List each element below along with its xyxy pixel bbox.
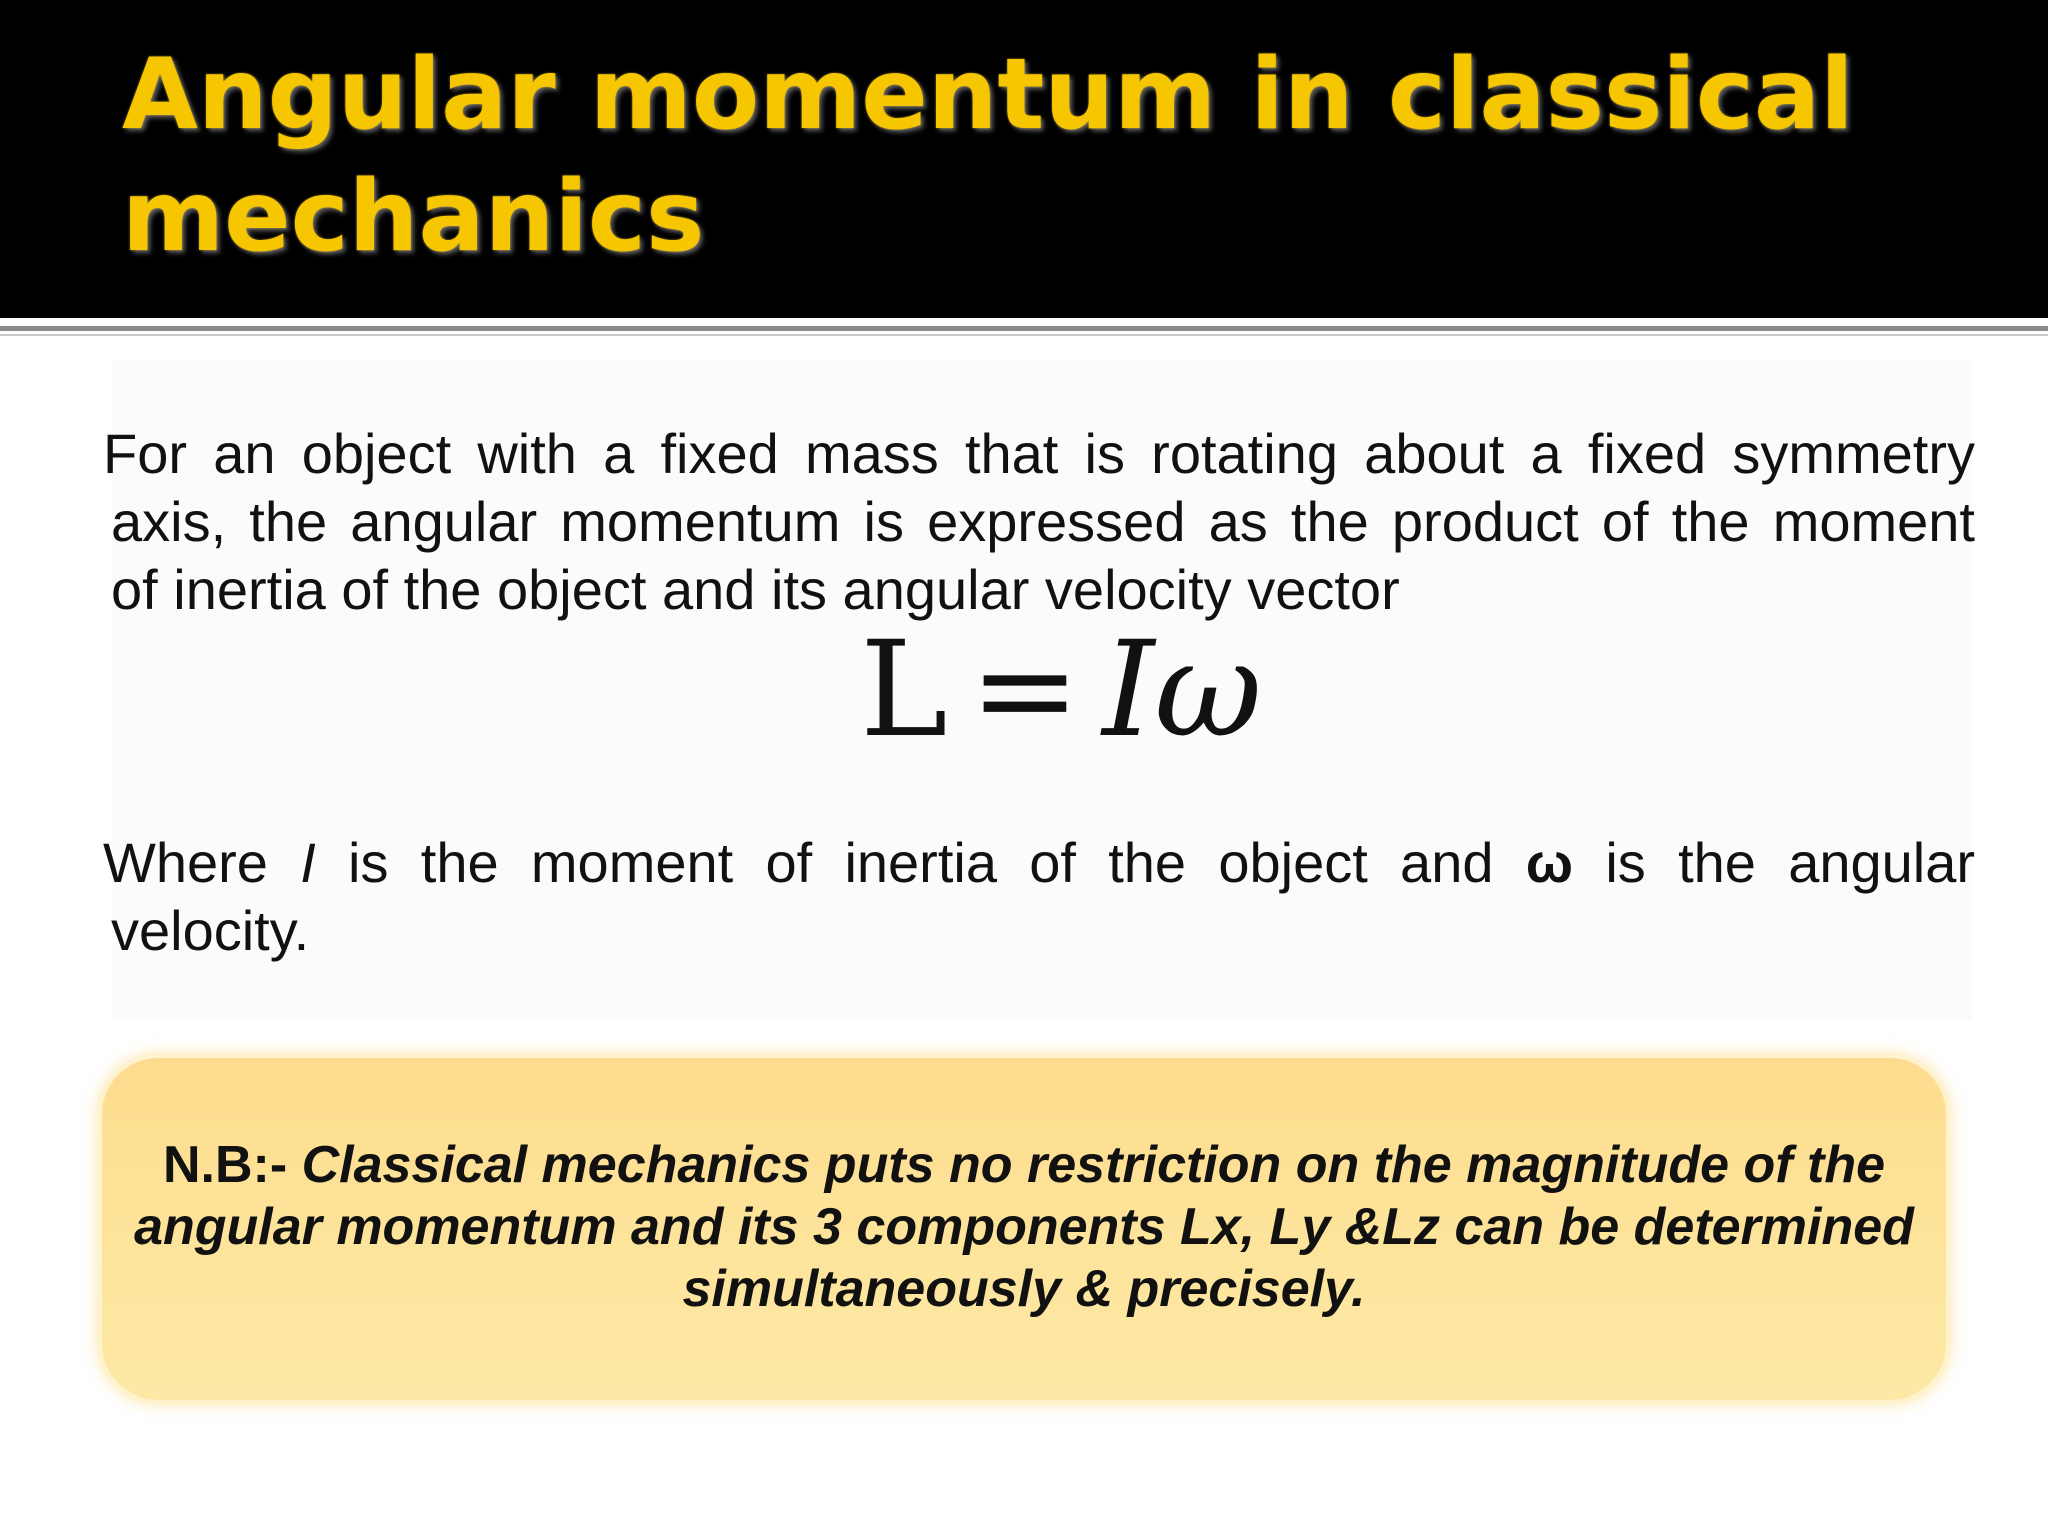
definition-line-3: of inertia of the object and its angular velocity vector [111,558,1400,621]
formula-omega-symbol: ω [1154,613,1263,767]
definition-line-1: For an object with a fixed mass that is rotating about a fixed symmetry [103,422,1975,485]
moment-of-inertia-symbol: I [300,831,316,894]
formula-lhs: L [860,613,948,767]
angular-momentum-formula [860,613,1263,767]
formula-moment-symbol: I [1102,613,1155,767]
angular-velocity-symbol: ω [1525,831,1574,894]
variables-paragraph [103,829,1975,965]
variables-middle: is the moment of inertia of the object and [315,831,1526,894]
variables-suffix: is the angular [1573,831,1976,894]
formula-equals: = [969,613,1081,767]
note-line-3: simultaneously & precisely. [682,1260,1366,1318]
note-line-1-text: Classical mechanics puts no restriction on the magnitude of the [301,1136,1886,1194]
note-line-2: angular momentum and its 3 components Lx, Ly &Lz can be determined [134,1198,1914,1256]
slide-title-line-1: Angular momentum in classical [122,38,1854,152]
definition-line-2: axis, the angular momentum is expressed as the product of the moment [111,490,1975,553]
title-bar [0,0,2048,318]
note-text [120,1134,1928,1320]
definition-paragraph [103,420,1975,624]
note-line-1 [120,1134,1928,1196]
slide-title [122,34,1922,278]
variables-line-2: velocity. [111,899,310,962]
variables-line-1 [103,829,1975,897]
variables-prefix: Where [103,831,301,894]
slide-title-line-2: mechanics [122,160,705,274]
title-divider-thin [0,334,2048,336]
note-label: N.B:- [162,1136,302,1194]
title-divider [0,326,2048,331]
